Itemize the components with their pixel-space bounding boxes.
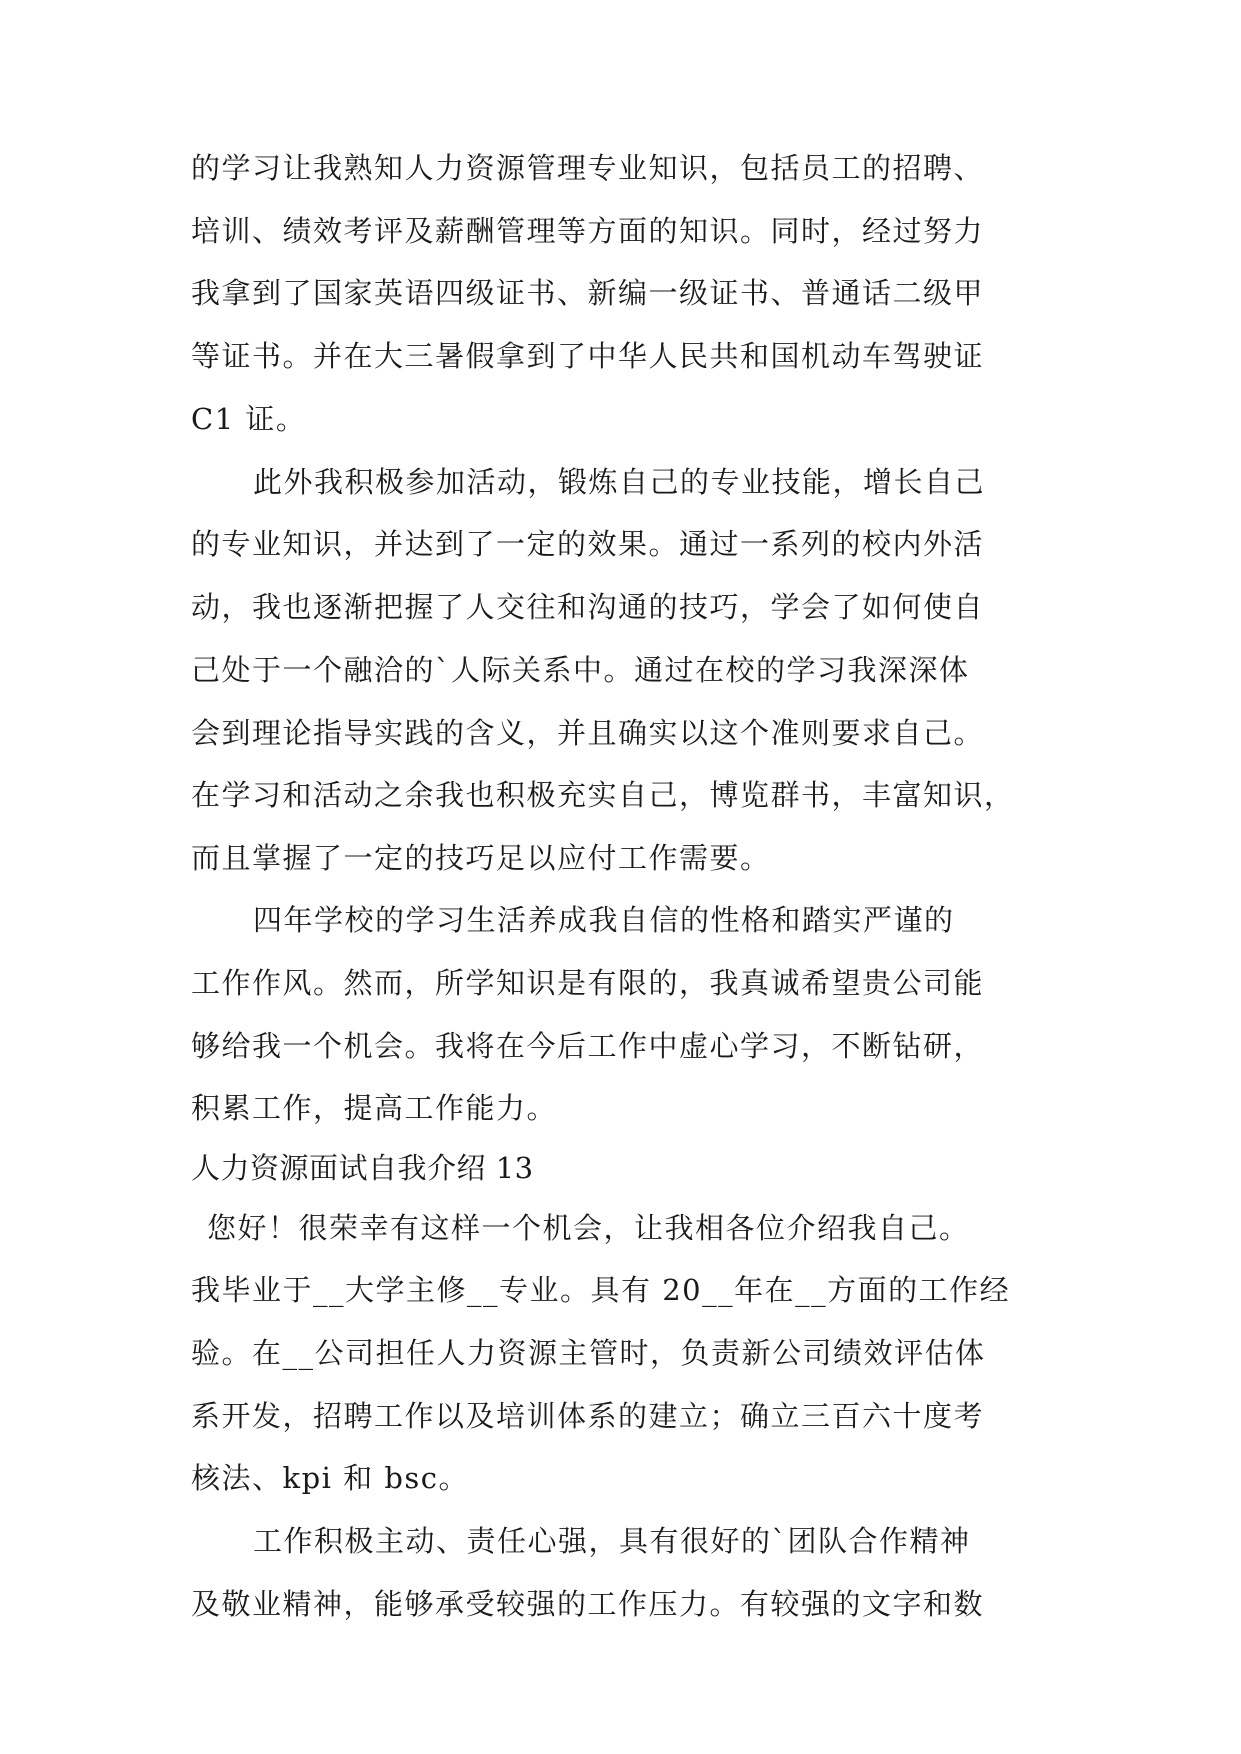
- text-line: 而且掌握了一定的技巧足以应付工作需要。: [191, 841, 771, 875]
- text-line: 工作作风。然而，所学知识是有限的，我真诚希望贵公司能: [191, 966, 985, 1000]
- text-line: C1 证。: [191, 402, 307, 436]
- text-line: 的专业知识，并达到了一定的效果。通过一系列的校内外活: [191, 527, 985, 561]
- text-line: 及敬业精神，能够承受较强的工作压力。有较强的文字和数: [191, 1587, 985, 1621]
- text-line: 积累工作，提高工作能力。: [191, 1091, 558, 1125]
- paragraph-start-line: 此外我积极参加活动，锻炼自己的专业技能，增长自己: [253, 465, 986, 499]
- text-line: 够给我一个机会。我将在今后工作中虚心学习，不断钻研，: [191, 1029, 985, 1063]
- text-line: 己处于一个融洽的`人际关系中。通过在校的学习我深深体: [191, 653, 970, 687]
- paragraph-start-line: 您好！很荣幸有这样一个机会，让我相各位介绍我自己。: [207, 1211, 970, 1245]
- text-line: 系开发，招聘工作以及培训体系的建立；确立三百六十度考: [191, 1399, 985, 1433]
- text-line: 培训、绩效考评及薪酬管理等方面的知识。同时，经过努力: [191, 214, 985, 248]
- section-heading: 人力资源面试自我介绍 13: [191, 1151, 534, 1185]
- text-line: 在学习和活动之余我也积极充实自己，博览群书，丰富知识，: [191, 778, 1015, 812]
- text-line: 等证书。并在大三暑假拿到了中华人民共和国机动车驾驶证: [191, 339, 985, 373]
- text-line: 核法、kpi 和 bsc。: [191, 1461, 470, 1495]
- text-line: 我毕业于__大学主修__专业。具有 20__年在__方面的工作经: [191, 1273, 1011, 1307]
- text-line: 动，我也逐渐把握了人交往和沟通的技巧，学会了如何使自: [191, 590, 985, 624]
- paragraph-start-line: 四年学校的学习生活养成我自信的性格和踏实严谨的: [253, 903, 955, 937]
- text-line: 的学习让我熟知人力资源管理专业知识，包括员工的招聘、: [191, 151, 985, 185]
- text-line: 会到理论指导实践的含义，并且确实以这个准则要求自己。: [191, 716, 985, 750]
- text-line: 验。在__公司担任人力资源主管时，负责新公司绩效评估体: [191, 1336, 986, 1370]
- text-line: 我拿到了国家英语四级证书、新编一级证书、普通话二级甲: [191, 276, 985, 310]
- paragraph-start-line: 工作积极主动、责任心强，具有很好的`团队合作精神: [253, 1524, 971, 1558]
